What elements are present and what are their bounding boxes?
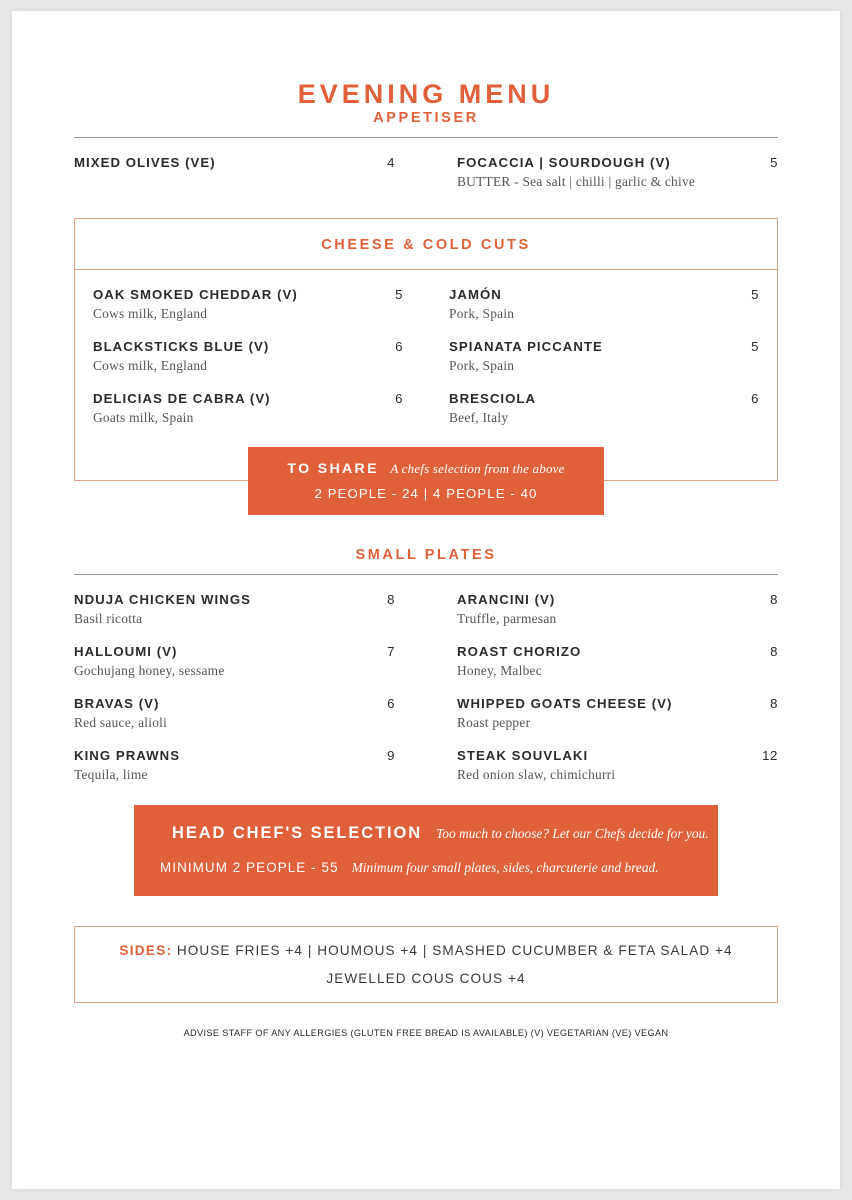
small-plates-items: [74, 575, 778, 783]
item-description: Cows milk, England: [93, 358, 208, 373]
sides-line-2: JEWELLED COUS COUS +4: [326, 971, 526, 986]
item-price: 5: [751, 287, 759, 302]
list-item: [74, 575, 395, 627]
item-name: HALLOUMI (V): [74, 644, 178, 659]
sides-box: [74, 926, 778, 1003]
item-price: 6: [387, 696, 395, 711]
sides-line-1: HOUSE FRIES +4 | HOUMOUS +4 | SMASHED CUCUMBER & FETA SALAD +4: [176, 943, 733, 958]
item-price: 8: [770, 644, 778, 659]
cheese-items: [93, 270, 759, 426]
section-heading-small-plates: SMALL PLATES: [355, 547, 497, 563]
list-item: [449, 374, 759, 426]
list-item: [457, 575, 778, 627]
item-name: BRAVAS (V): [74, 696, 160, 711]
item-price: 8: [770, 592, 778, 607]
list-item: [74, 627, 395, 679]
list-item: [74, 138, 395, 190]
head-chef-selection-callout: [134, 805, 718, 896]
section-appetiser: [74, 110, 778, 190]
item-name: DELICIAS DE CABRA (V): [93, 391, 271, 406]
item-name: ARANCINI (V): [457, 592, 556, 607]
chef-selection-subtitle: Too much to choose? Let our Chefs decide for you.: [436, 826, 709, 841]
list-item: [74, 731, 395, 783]
list-item: [457, 731, 778, 783]
list-item: [93, 270, 403, 322]
item-description: Red sauce, alioli: [74, 715, 168, 730]
item-price: 5: [770, 155, 778, 170]
item-name: STEAK SOUVLAKI: [457, 748, 589, 763]
item-description: Red onion slaw, chimichurri: [457, 767, 616, 782]
item-description: Beef, Italy: [449, 410, 509, 425]
section-small-plates: [74, 547, 778, 783]
item-price: 6: [395, 339, 403, 354]
item-price: 6: [751, 391, 759, 406]
item-name: JAMÓN: [449, 287, 502, 302]
to-share-pricing: 2 PEOPLE - 24 | 4 PEOPLE - 40: [314, 486, 538, 501]
item-description: Tequila, lime: [74, 767, 148, 782]
item-description: Gochujang honey, sessame: [74, 663, 225, 678]
item-price: 4: [387, 155, 395, 170]
section-heading-appetiser: APPETISER: [373, 110, 479, 126]
list-item: [457, 679, 778, 731]
item-name: FOCACCIA | SOURDOUGH (V): [457, 155, 671, 170]
list-item: [449, 322, 759, 374]
appetiser-items: [74, 138, 778, 190]
chef-selection-minimum: MINIMUM 2 PEOPLE - 55: [160, 860, 339, 875]
chef-selection-title: HEAD CHEF'S SELECTION: [172, 824, 423, 842]
item-name: ROAST CHORIZO: [457, 644, 582, 659]
item-description: Pork, Spain: [449, 358, 515, 373]
item-description: Roast pepper: [457, 715, 531, 730]
menu-page: [12, 11, 840, 1189]
item-description: BUTTER - Sea salt | chilli | garlic & chive: [457, 174, 696, 189]
item-description: Basil ricotta: [74, 611, 143, 626]
page-title: EVENING MENU: [297, 79, 555, 109]
item-price: 7: [387, 644, 395, 659]
item-description: Truffle, parmesan: [457, 611, 557, 626]
item-name: SPIANATA PICCANTE: [449, 339, 603, 354]
item-name: BLACKSTICKS BLUE (V): [93, 339, 270, 354]
list-item: [93, 374, 403, 426]
section-cheese-cold-cuts: [74, 218, 778, 501]
list-item: [457, 627, 778, 679]
item-name: KING PRAWNS: [74, 748, 181, 763]
item-price: 6: [395, 391, 403, 406]
item-name: MIXED OLIVES (VE): [74, 155, 216, 170]
item-price: 5: [751, 339, 759, 354]
chef-selection-minimum-note: Minimum four small plates, sides, charcuterie and bread.: [351, 860, 659, 875]
item-price: 8: [770, 696, 778, 711]
item-description: Goats milk, Spain: [93, 410, 194, 425]
item-name: NDUJA CHICKEN WINGS: [74, 592, 251, 607]
list-item: [74, 679, 395, 731]
to-share-subtitle: A chefs selection from the above: [390, 461, 565, 477]
item-price: 9: [387, 748, 395, 763]
item-description: Honey, Malbec: [457, 663, 542, 678]
item-price: 5: [395, 287, 403, 302]
list-item: [457, 138, 778, 190]
list-item: [93, 322, 403, 374]
item-description: Pork, Spain: [449, 306, 515, 321]
to-share-title: TO SHARE: [287, 461, 379, 478]
allergy-footer-note: ADVISE STAFF OF ANY ALLERGIES (GLUTEN FREE BREAD IS AVAILABLE) (V) VEGETARIAN (VE) VEGAN: [183, 1028, 669, 1038]
section-heading-cheese: CHEESE & COLD CUTS: [75, 219, 777, 270]
item-name: OAK SMOKED CHEDDAR (V): [93, 287, 298, 302]
list-item: [449, 270, 759, 322]
item-price: 8: [387, 592, 395, 607]
item-description: Cows milk, England: [93, 306, 208, 321]
to-share-callout: [248, 447, 604, 515]
item-price: 12: [762, 748, 778, 763]
item-name: WHIPPED GOATS CHEESE (V): [457, 696, 673, 711]
item-name: BRESCIOLA: [449, 391, 537, 406]
sides-label: SIDES:: [119, 943, 173, 958]
